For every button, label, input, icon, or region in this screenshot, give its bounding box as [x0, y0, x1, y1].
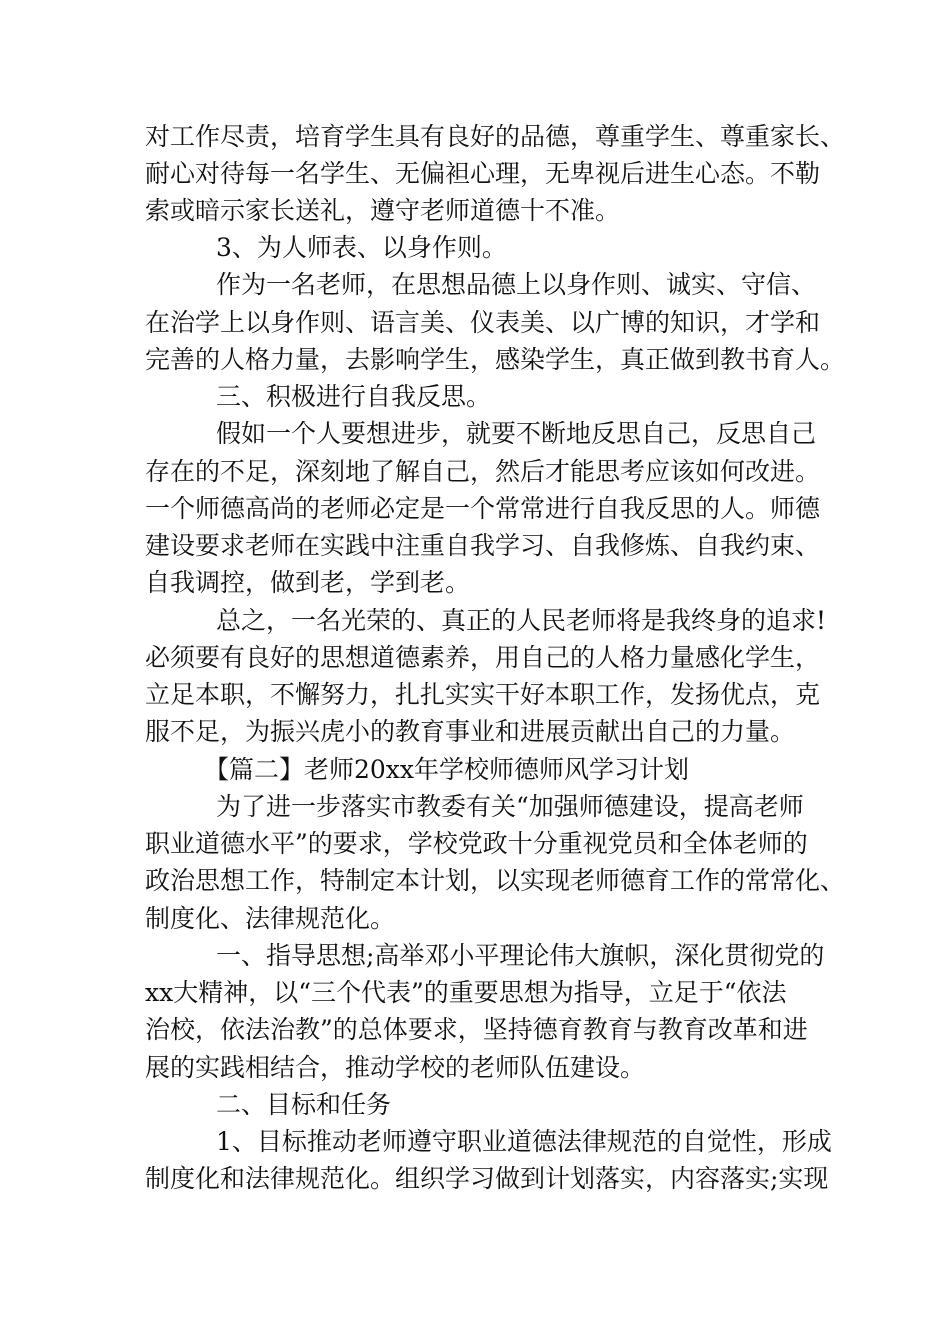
text-line: xx大精神，以“三个代表”的重要思想为指导，立足于“依法	[145, 978, 787, 1007]
text-line: 在治学上以身作则、语言美、仪表美、以广博的知识，才学和	[145, 308, 821, 337]
text-line: 立足本职，不懈努力，扎扎实实干好本职工作，发扬优点，克	[145, 680, 821, 709]
text-line: 总之，一名光荣的、真正的人民老师将是我终身的追求!	[216, 606, 827, 635]
text-line: 完善的人格力量，去影响学生，感染学生，真正做到教书育人。	[145, 345, 846, 374]
text-line: 假如一个人要想进步，就要不断地反思自己，反思自己	[216, 419, 817, 448]
text-line: 自我调控，做到老，学到老。	[145, 568, 471, 597]
text-line: 1、目标推动老师遵守职业道德法律规范的自觉性，形成	[216, 1127, 832, 1156]
text-line: 一、指导思想;高举邓小平理论伟大旗帜，深化贯彻党的	[216, 941, 825, 970]
section-heading: 二、目标和任务	[216, 1090, 392, 1119]
text-line: 一个师德高尚的老师必定是一个常常进行自我反思的人。师德	[145, 494, 821, 523]
text-line: 耐心对待每一名学生、无偏袒心理，无卑视后进生心态。不勒	[145, 159, 821, 188]
text-line: 制度化、法律规范化。	[145, 904, 396, 933]
text-line: 制度化和法律规范化。组织学习做到计划落实，内容落实;实现	[145, 1164, 829, 1193]
chapter-title: 【篇二】老师20xx年学校师德师风学习计划	[204, 755, 690, 784]
text-line: 政治思想工作，特制定本计划，以实现老师德育工作的常常化、	[145, 866, 846, 895]
text-line: 展的实践相结合，推动学校的老师队伍建设。	[145, 1053, 646, 1082]
text-line: 建设要求老师在实践中注重自我学习、自我修炼、自我约束、	[145, 531, 821, 560]
text-line: 职业道德水平”的要求，学校党政十分重视党员和全体老师的	[145, 829, 808, 858]
text-line: 为了进一步落实市教委有关“加强师德建设，提高老师	[216, 792, 804, 821]
text-line: 必须要有良好的思想道德素养，用自己的人格力量感化学生，	[145, 643, 821, 672]
text-line: 治校，依法治教”的总体要求，坚持德育教育与教育改革和进	[145, 1015, 808, 1044]
text-line: 存在的不足，深刻地了解自己，然后才能思考应该如何改进。	[145, 457, 821, 486]
text-line: 作为一名老师，在思想品德上以身作则、诚实、守信、	[216, 270, 817, 299]
text-line: 服不足，为振兴虎小的教育事业和进展贡献出自己的力量。	[145, 717, 796, 746]
section-heading: 三、积极进行自我反思。	[216, 382, 492, 411]
section-heading: 3、为人师表、以身作则。	[216, 233, 507, 262]
text-line: 索或暗示家长送礼，遵守老师道德十不准。	[145, 196, 621, 225]
text-line: 对工作尽责，培育学生具有良好的品德，尊重学生、尊重家长、	[145, 122, 846, 151]
